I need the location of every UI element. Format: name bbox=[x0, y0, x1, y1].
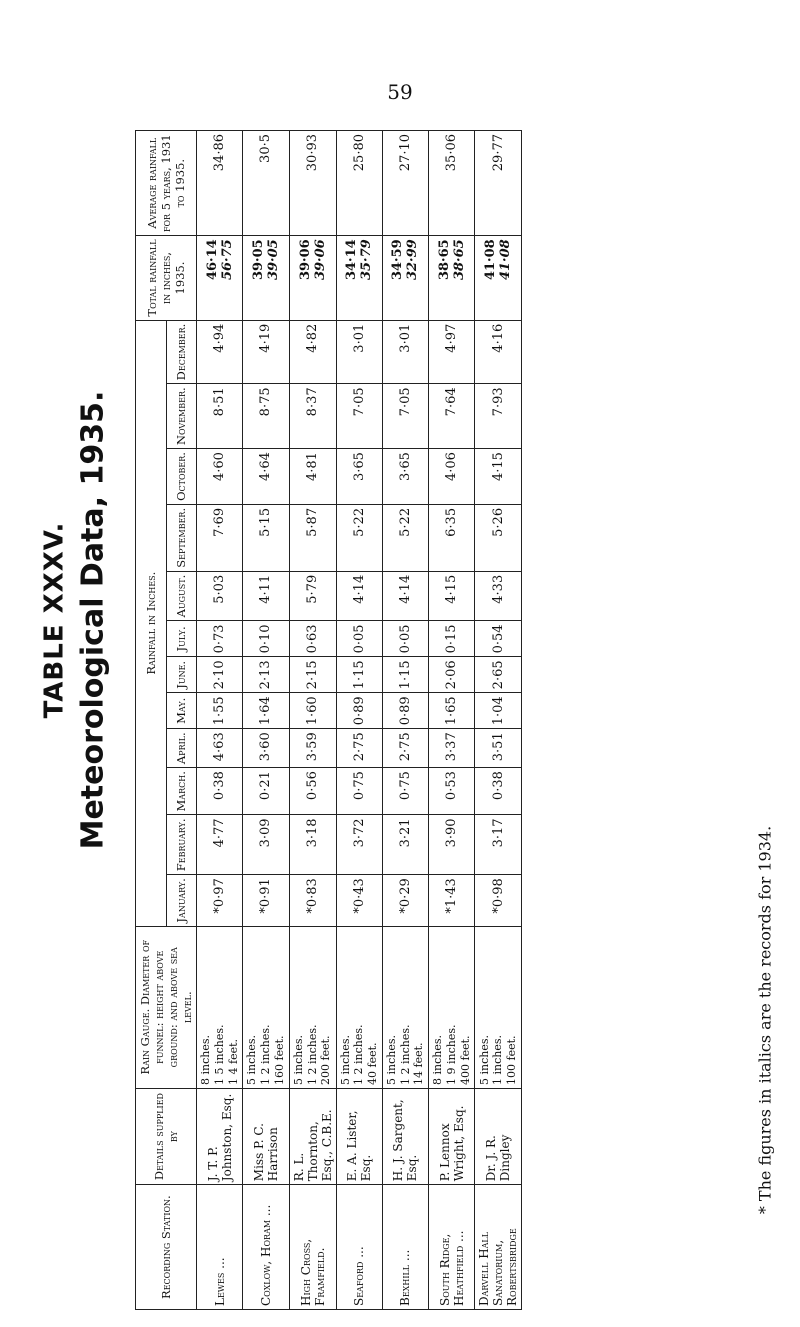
table-row bbox=[475, 131, 522, 1310]
meteorological-table-wrapper bbox=[135, 130, 755, 1310]
month-value: 4·33 bbox=[475, 571, 522, 621]
total-value: 34·59 bbox=[390, 239, 406, 281]
month-value: *0·91 bbox=[243, 875, 289, 926]
month-value: 4·19 bbox=[243, 320, 289, 384]
average-value: 27·10 bbox=[382, 131, 428, 236]
table-row bbox=[289, 131, 336, 1310]
month-value: 0·56 bbox=[289, 768, 336, 815]
table-title-block bbox=[30, 320, 120, 920]
month-value: 2·10 bbox=[197, 657, 243, 693]
gauge-cell bbox=[289, 926, 336, 1088]
month-value: 4·16 bbox=[475, 320, 522, 384]
month-value: 3·21 bbox=[382, 815, 428, 875]
supplied-by: P. Lennox Wright, Esq. bbox=[429, 1088, 475, 1184]
table-row bbox=[336, 131, 382, 1310]
gauge-line: 100 feet. bbox=[505, 1035, 519, 1085]
gauge-line: 200 feet. bbox=[319, 1035, 333, 1085]
gauge-cell bbox=[197, 926, 243, 1088]
month-value: 3·51 bbox=[475, 729, 522, 768]
month-value: 2·65 bbox=[475, 657, 522, 693]
header-month: July. bbox=[166, 621, 197, 657]
header-total: Total rainfall in inches, 1935. bbox=[136, 236, 197, 320]
header-month: February. bbox=[166, 815, 197, 875]
header-month: May. bbox=[166, 693, 197, 729]
gauge-cell bbox=[336, 926, 382, 1088]
month-value: 1·55 bbox=[197, 693, 243, 729]
gauge-line: 40 feet. bbox=[366, 1042, 379, 1085]
supplied-by: Miss P. C. Harrison bbox=[243, 1088, 289, 1184]
station-name: Lewes ... bbox=[197, 1185, 243, 1310]
total-value-alt: 56·75 bbox=[219, 239, 235, 281]
page-number: 59 bbox=[387, 80, 413, 104]
month-value: *0·97 bbox=[197, 875, 243, 926]
table-label: TABLE XXXV. bbox=[39, 521, 70, 719]
month-value: 0·10 bbox=[243, 621, 289, 657]
total-cell bbox=[475, 236, 522, 320]
total-value: 46·14 bbox=[204, 239, 220, 281]
gauge-line: 1 2 inches. bbox=[398, 1024, 412, 1085]
header-month: September. bbox=[166, 504, 197, 571]
station-name: Coxlow, Horam ... bbox=[243, 1185, 289, 1310]
month-value: 4·77 bbox=[197, 815, 243, 875]
month-value: 2·06 bbox=[429, 657, 475, 693]
total-value: 38·65 bbox=[436, 239, 452, 281]
month-value: 4·63 bbox=[197, 729, 243, 768]
month-value: 1·64 bbox=[243, 693, 289, 729]
gauge-line: 5 inches. bbox=[384, 1034, 398, 1085]
total-value-alt: 38·65 bbox=[451, 239, 467, 281]
month-value: 2·13 bbox=[243, 657, 289, 693]
total-value-alt: 32·99 bbox=[405, 239, 421, 281]
month-value: 5·87 bbox=[289, 504, 336, 571]
month-value: 8·51 bbox=[197, 384, 243, 449]
month-value: 0·05 bbox=[336, 621, 382, 657]
month-value: 0·05 bbox=[382, 621, 428, 657]
gauge-cell bbox=[429, 926, 475, 1088]
average-value: 29·77 bbox=[475, 131, 522, 236]
header-month: November. bbox=[166, 384, 197, 449]
month-value: *0·83 bbox=[289, 875, 336, 926]
month-value: 4·15 bbox=[475, 449, 522, 505]
month-value: 2·75 bbox=[336, 729, 382, 768]
gauge-line: 1 5 inches. bbox=[212, 1024, 226, 1085]
month-value: 5·03 bbox=[197, 571, 243, 621]
header-month: October. bbox=[166, 449, 197, 505]
month-value: 8·75 bbox=[243, 384, 289, 449]
month-value: 1·04 bbox=[475, 693, 522, 729]
total-cell bbox=[429, 236, 475, 320]
gauge-line: 1 4 feet. bbox=[226, 1038, 240, 1085]
supplied-by: E. A. Lister, Esq. bbox=[336, 1088, 382, 1184]
total-value-alt: 39·06 bbox=[312, 239, 328, 281]
total-cell bbox=[197, 236, 243, 320]
month-value: 5·15 bbox=[243, 504, 289, 571]
gauge-cell bbox=[243, 926, 289, 1088]
total-value: 34·14 bbox=[344, 239, 360, 281]
month-value: 3·90 bbox=[429, 815, 475, 875]
header-gauge: Rain Gauge. Diameter of funnel: height above ground: and above sea level. bbox=[136, 926, 197, 1088]
table-row bbox=[197, 131, 243, 1310]
gauge-line: 1 inches. bbox=[491, 1034, 505, 1085]
month-value: 4·94 bbox=[197, 320, 243, 384]
table-row bbox=[382, 131, 428, 1310]
month-value: 7·93 bbox=[475, 384, 522, 449]
gauge-line: 5 inches. bbox=[477, 1034, 491, 1085]
month-value: 7·05 bbox=[336, 384, 382, 449]
month-value: 3·01 bbox=[336, 320, 382, 384]
gauge-line: 400 feet. bbox=[458, 1035, 472, 1085]
month-value: 0·75 bbox=[336, 768, 382, 815]
total-value: 39·06 bbox=[297, 239, 313, 281]
month-value: *0·29 bbox=[382, 875, 428, 926]
month-value: 1·65 bbox=[429, 693, 475, 729]
station-name: South Ridge, Heathfield ... bbox=[429, 1185, 475, 1310]
month-value: 0·89 bbox=[336, 693, 382, 729]
month-value: 3·18 bbox=[289, 815, 336, 875]
total-cell bbox=[243, 236, 289, 320]
average-value: 34·86 bbox=[197, 131, 243, 236]
header-station: Recording Station. bbox=[136, 1185, 197, 1310]
month-value: 0·54 bbox=[475, 621, 522, 657]
month-value: 1·15 bbox=[336, 657, 382, 693]
station-name: Seaford ... bbox=[336, 1185, 382, 1310]
month-value: 7·64 bbox=[429, 384, 475, 449]
total-cell bbox=[336, 236, 382, 320]
month-value: 0·38 bbox=[197, 768, 243, 815]
gauge-line: 1 2 inches. bbox=[352, 1024, 366, 1085]
month-value: 3·65 bbox=[336, 449, 382, 505]
header-supplied: Details supplied by bbox=[136, 1088, 197, 1184]
average-value: 30·93 bbox=[289, 131, 336, 236]
gauge-cell bbox=[382, 926, 428, 1088]
average-value: 35·06 bbox=[429, 131, 475, 236]
gauge-line: 14 feet. bbox=[412, 1042, 426, 1085]
month-value: 4·97 bbox=[429, 320, 475, 384]
month-value: 3·59 bbox=[289, 729, 336, 768]
total-value-alt: 39·05 bbox=[265, 239, 281, 281]
month-value: 1·60 bbox=[289, 693, 336, 729]
month-value: 1·15 bbox=[382, 657, 428, 693]
month-value: 5·26 bbox=[475, 504, 522, 571]
total-value-alt: 41·08 bbox=[498, 239, 514, 281]
gauge-line: 5 inches. bbox=[291, 1034, 305, 1085]
month-value: 2·75 bbox=[382, 729, 428, 768]
table-row bbox=[429, 131, 475, 1310]
month-value: 3·09 bbox=[243, 815, 289, 875]
month-value: 0·38 bbox=[475, 768, 522, 815]
month-value: 0·15 bbox=[429, 621, 475, 657]
average-value: 30·5 bbox=[243, 131, 289, 236]
month-value: 2·15 bbox=[289, 657, 336, 693]
month-value: 0·21 bbox=[243, 768, 289, 815]
average-value: 25·80 bbox=[336, 131, 382, 236]
month-value: 3·72 bbox=[336, 815, 382, 875]
month-value: 5·79 bbox=[289, 571, 336, 621]
station-name: High Cross, Framfield. bbox=[289, 1185, 336, 1310]
header-average: Average rainfall for 5 years, 1931 to 1935. bbox=[136, 131, 197, 236]
month-value: *1·43 bbox=[429, 875, 475, 926]
meteorological-table bbox=[135, 130, 522, 1310]
header-month: April. bbox=[166, 729, 197, 768]
header-month: December. bbox=[166, 320, 197, 384]
supplied-by: R. L. Thornton, Esq., C.B.E. bbox=[289, 1088, 336, 1184]
gauge-line: 160 feet. bbox=[272, 1035, 286, 1085]
month-value: 4·82 bbox=[289, 320, 336, 384]
month-value: 4·15 bbox=[429, 571, 475, 621]
month-value: 3·17 bbox=[475, 815, 522, 875]
month-value: 0·73 bbox=[197, 621, 243, 657]
month-value: 8·37 bbox=[289, 384, 336, 449]
month-value: 0·75 bbox=[382, 768, 428, 815]
footnote bbox=[755, 720, 775, 1320]
month-value: 0·89 bbox=[382, 693, 428, 729]
header-month: August. bbox=[166, 571, 197, 621]
supplied-by: J. T. P. Johnston, Esq. bbox=[197, 1088, 243, 1184]
month-value: 4·60 bbox=[197, 449, 243, 505]
total-value: 39·05 bbox=[250, 239, 266, 281]
total-cell bbox=[289, 236, 336, 320]
gauge-line: 1 9 inches. bbox=[444, 1024, 458, 1085]
month-value: 4·06 bbox=[429, 449, 475, 505]
table-row bbox=[243, 131, 289, 1310]
month-value: 5·22 bbox=[336, 504, 382, 571]
gauge-line: 8 inches. bbox=[431, 1034, 444, 1085]
supplied-by: H. J. Sargent, Esq. bbox=[382, 1088, 428, 1184]
month-value: 0·53 bbox=[429, 768, 475, 815]
gauge-line: 5 inches. bbox=[338, 1034, 352, 1085]
month-value: 4·14 bbox=[336, 571, 382, 621]
station-name: Bexhill ... bbox=[382, 1185, 428, 1310]
total-value-alt: 35·79 bbox=[359, 239, 375, 281]
month-value: *0·43 bbox=[336, 875, 382, 926]
table-subtitle: Meteorological Data, 1935. bbox=[75, 390, 111, 850]
month-value: 3·65 bbox=[382, 449, 428, 505]
month-value: 7·69 bbox=[197, 504, 243, 571]
header-month: June. bbox=[166, 657, 197, 693]
header-month: March. bbox=[166, 768, 197, 815]
month-value: 7·05 bbox=[382, 384, 428, 449]
total-value: 41·08 bbox=[483, 239, 499, 281]
month-value: 6·35 bbox=[429, 504, 475, 571]
supplied-by: Dr. J. R. Dingley bbox=[475, 1088, 522, 1184]
footnote-text: * The figures in italics are the records for 1934. bbox=[755, 825, 775, 1215]
month-value: 4·11 bbox=[243, 571, 289, 621]
month-value: *0·98 bbox=[475, 875, 522, 926]
total-cell bbox=[382, 236, 428, 320]
month-value: 4·81 bbox=[289, 449, 336, 505]
month-value: 4·64 bbox=[243, 449, 289, 505]
station-name: Darvell Hall Sanatorium, Robertsbridge bbox=[475, 1185, 522, 1310]
month-value: 3·01 bbox=[382, 320, 428, 384]
gauge-line: 1 2 inches. bbox=[259, 1024, 272, 1085]
month-value: 4·14 bbox=[382, 571, 428, 621]
header-rainfall: Rainfall in Inches. bbox=[136, 320, 167, 926]
month-value: 0·63 bbox=[289, 621, 336, 657]
gauge-line: 8 inches. bbox=[199, 1034, 212, 1085]
header-month: January. bbox=[166, 875, 197, 926]
gauge-line: 5 inches. bbox=[245, 1034, 259, 1085]
month-value: 3·37 bbox=[429, 729, 475, 768]
gauge-cell bbox=[475, 926, 522, 1088]
month-value: 3·60 bbox=[243, 729, 289, 768]
gauge-line: 1 2 inches. bbox=[305, 1024, 319, 1085]
month-value: 5·22 bbox=[382, 504, 428, 571]
